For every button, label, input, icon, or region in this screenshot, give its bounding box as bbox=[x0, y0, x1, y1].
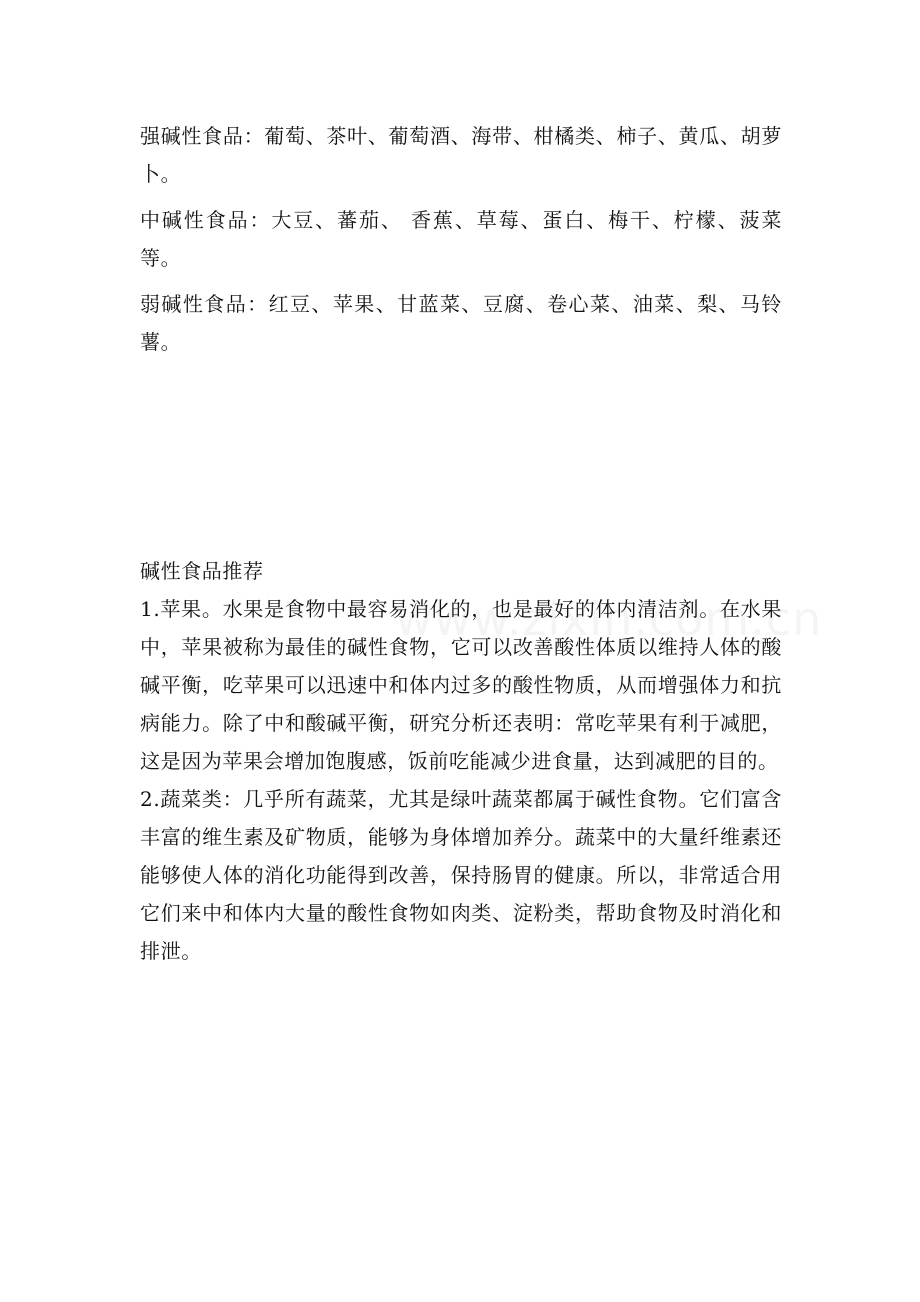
recommendation-vegetables: 2.蔬菜类：几乎所有蔬菜，尤其是绿叶蔬菜都属于碱性食物。它们富含丰富的维生素及矿物质，能够为身体增加养分。蔬菜中的大量纤维素还能够使人体的消化功能得到改善，保持肠胃的健康。所以，非常适合用它们来中和体内大量的酸性食物如肉类、淀粉类，帮助食物及时消化和排泄。 bbox=[140, 787, 782, 963]
weak-alkaline-foods: 弱碱性食品：红豆、苹果、甘蓝菜、豆腐、卷心菜、油菜、梨、马铃薯。 bbox=[140, 292, 782, 354]
medium-alkaline-foods: 中碱性食品：大豆、蕃茄、 香蕉、草莓、蛋白、梅干、柠檬、菠菜等。 bbox=[140, 208, 782, 270]
section-title: 碱性食品推荐 bbox=[140, 559, 264, 583]
strong-alkaline-foods: 强碱性食品：葡萄、茶叶、葡萄酒、海带、柑橘类、柿子、黄瓜、胡萝卜。 bbox=[140, 124, 782, 186]
recommendation-apple: 1.苹果。水果是食物中最容易消化的，也是最好的体内清洁剂。在水果中，苹果被称为最佳的碱性食物，它可以改善酸性体质以维持人体的酸碱平衡，吃苹果可以迅速中和体内过多的酸性物质，从而增强体力和抗病能力。除了中和酸碱平衡，研究分析还表明：常吃苹果有利于减肥，这是因为苹果会增加饱腹感，饭前吃能减少进食量，达到减肥的目的。 bbox=[140, 597, 782, 773]
recommendation-section bbox=[140, 552, 782, 970]
food-list-section bbox=[140, 117, 782, 369]
